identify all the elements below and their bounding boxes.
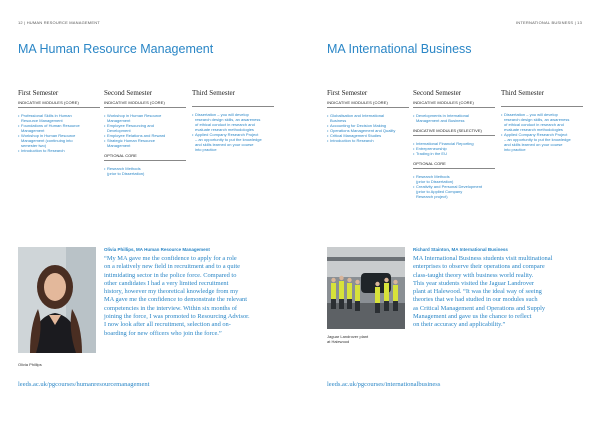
quote-line: on a relatively new field in recruitment and to a quite [104,263,240,271]
semester-heading: Third Semester [192,89,235,97]
selective-module-list [413,141,495,156]
modules-heading: INDICATIVE MODULES (CORE) [18,100,79,105]
photo-caption [327,334,368,344]
semester-heading: Second Semester [413,89,462,97]
module-item-cont: semester two) [21,143,47,148]
module-item-cont: Research project) [416,194,448,199]
semester-heading: First Semester [18,89,59,97]
optional-core-heading: OPTIONAL CORE [413,161,446,166]
module-item-cont: into practice [195,147,217,152]
second-semester-column [413,89,495,199]
module-item-cont: Management (continuing into [21,138,73,143]
module-item-cont: – an opportunity to put the knowledge [195,137,262,142]
module-item-cont: and skills learned on your course [195,142,254,147]
module-list [18,113,100,153]
caption-line: Jaguar Landrover plant [327,334,369,339]
module-item: • Employee Relations and Reward [104,133,186,138]
second-semester-column [104,89,186,176]
module-list [501,112,583,152]
module-item: • Trading in the EU [413,151,495,156]
page-title: MA Human Resource Management [18,42,214,56]
module-list [327,113,409,143]
running-header: INTERNATIONAL BUSINESS | 13 [515,20,582,25]
module-item-cont: (prior to Dissertation) [416,179,454,184]
module-item: • Entrepreneurship [413,146,495,151]
module-item-cont: into practice [504,147,526,152]
modules-heading: INDICATIVE MODULES (CORE) [327,100,388,105]
module-item-cont: Management and Business [416,118,465,123]
optional-module-list [413,174,495,199]
module-item: • Dissertation – you will develop [192,112,274,117]
quote-attribution: Richard Stainton, MA International Business [413,247,508,252]
quote-attribution: Olivia Phillips, MA Human Resource Management [104,247,210,252]
quote-line: MA International Business students visit multinational [413,255,553,262]
quote-line: This year students visited the Jaguar Landrover [413,279,535,287]
module-item-cont: of ethical conduct in research and [195,122,255,127]
divider [104,160,186,161]
quote-line: history, however my theoretical knowledge from my [104,288,239,296]
optional-core-heading: OPTIONAL CORE [104,153,137,158]
module-item-cont: evaluate research methodologies [504,127,563,132]
module-item-cont: Management [21,128,45,133]
module-item: • Introduction to Research [327,138,409,143]
module-item: • Developments in International [413,113,495,118]
module-item-cont: research design skills, an awareness [195,117,261,122]
divider [18,107,100,108]
module-item-cont: – an opportunity to put the knowledge [504,137,571,142]
quote-line: competencies in the interview. Within six months of [104,304,238,312]
course-url-link[interactable]: leeds.ac.uk/pgcourses/humanresourcemanagement [18,381,150,388]
module-item: • Strategic Human Resource [104,138,186,143]
quote-line: other candidates I had a very limited recruitment [104,279,229,287]
semester-heading: Second Semester [104,89,153,97]
quote-line: intimidating sector in the police force. Compared to [104,271,237,279]
quote-line: “My MA gave me the confidence to apply for a role [104,255,237,262]
divider [501,106,583,107]
module-item: • Employee Resourcing and [104,123,186,128]
testimonial-quote [104,255,282,338]
quote-line: as Critical Management and Operations and Supply [413,304,546,312]
module-item-cont: and skills learned on your course [504,142,563,147]
optional-module-list [104,166,186,176]
module-item: • International Financial Reporting [413,141,495,146]
module-item: • Accounting for Decision Making [327,123,409,128]
module-list [192,112,274,152]
modules-heading: INDICATIVE MODULES (CORE) [413,100,474,105]
module-item-cont: Management [107,118,131,123]
module-item: • Professional Skills in Human [18,113,100,118]
module-item: • Research Methods [413,174,495,179]
module-item-cont: (prior to Applied Company [416,189,463,194]
semester-heading: First Semester [327,89,368,97]
module-item: • Introduction to Research [18,148,100,153]
course-url-link[interactable]: leeds.ac.uk/pgcourses/internationalbusiness [327,381,441,388]
third-semester-column [501,89,583,152]
page-title: MA International Business [327,42,472,56]
divider [192,106,274,107]
divider [413,168,495,169]
module-item-cont: (prior to Dissertation) [107,171,145,176]
module-item-cont: Development [107,128,131,133]
module-item: • Dissertation – you will develop [501,112,583,117]
module-item: • Workshop in Human Resource [18,133,100,138]
running-header: 12 | HUMAN RESOURCE MANAGEMENT [18,20,100,25]
quote-line: class-taught theory with business world reality. [413,271,534,279]
first-semester-column [18,89,100,153]
quote-line: theories that we had studied in our modules such [413,296,538,304]
module-item: • Applied Company Research Project [192,132,274,137]
module-item: • Operations Management and Quality [327,128,409,133]
divider [413,107,495,108]
module-item: • Globalisation and International [327,113,409,118]
modules-heading: INDICATIVE MODULES (CORE) [104,100,165,105]
module-item-cont: research design skills, an awareness [504,117,570,122]
caption-line: at Halewood [327,339,350,344]
quote-line: I now look after all recruitment, selection and on- [104,321,231,329]
module-item: • Research Methods [104,166,186,171]
feature-text [413,255,591,330]
quote-line: MA gave me the confidence to demonstrate the relevant [104,296,248,304]
module-item-cont: Management [107,143,131,148]
quote-line: enterprises to observe their operations and compare [413,263,545,271]
selective-modules-heading: INDICATIVE MODULES (SELECTIVE) [413,128,482,133]
module-item-cont: evaluate research methodologies [195,127,254,132]
factory-group-photo [327,247,405,329]
module-item: • Creativity and Personal Development [413,184,495,189]
first-semester-column [327,89,409,143]
module-item: • Workshop in Human Resource [104,113,186,118]
right-page [300,0,600,428]
portrait-photo [18,247,96,353]
module-item-cont: Resource Management [21,118,63,123]
module-list [413,113,495,123]
module-item: • Applied Company Research Project [501,132,583,137]
module-item: • Foundations of Human Resource [18,123,100,128]
quote-line: plant at Halewood. “It was the ideal way of seeing [413,288,542,296]
divider [104,107,186,108]
quote-line: boarding for new officers who join the force.” [104,329,222,337]
quote-line: on their accuracy and applicability.” [413,321,506,329]
module-item-cont: of ethical conduct in research and [504,122,564,127]
module-list [104,113,186,148]
photo-caption: Olivia Phillips [18,362,42,367]
divider [327,107,409,108]
module-item: • Critical Management Studies [327,133,409,138]
semester-heading: Third Semester [501,89,544,97]
module-item-cont: Business [330,118,347,123]
divider [413,135,495,136]
quote-line: Management and gave us the chance to reflect [413,313,532,321]
quote-line: joining the force, I was promoted to Resourcing Advisor. [104,313,250,321]
third-semester-column [192,89,274,152]
